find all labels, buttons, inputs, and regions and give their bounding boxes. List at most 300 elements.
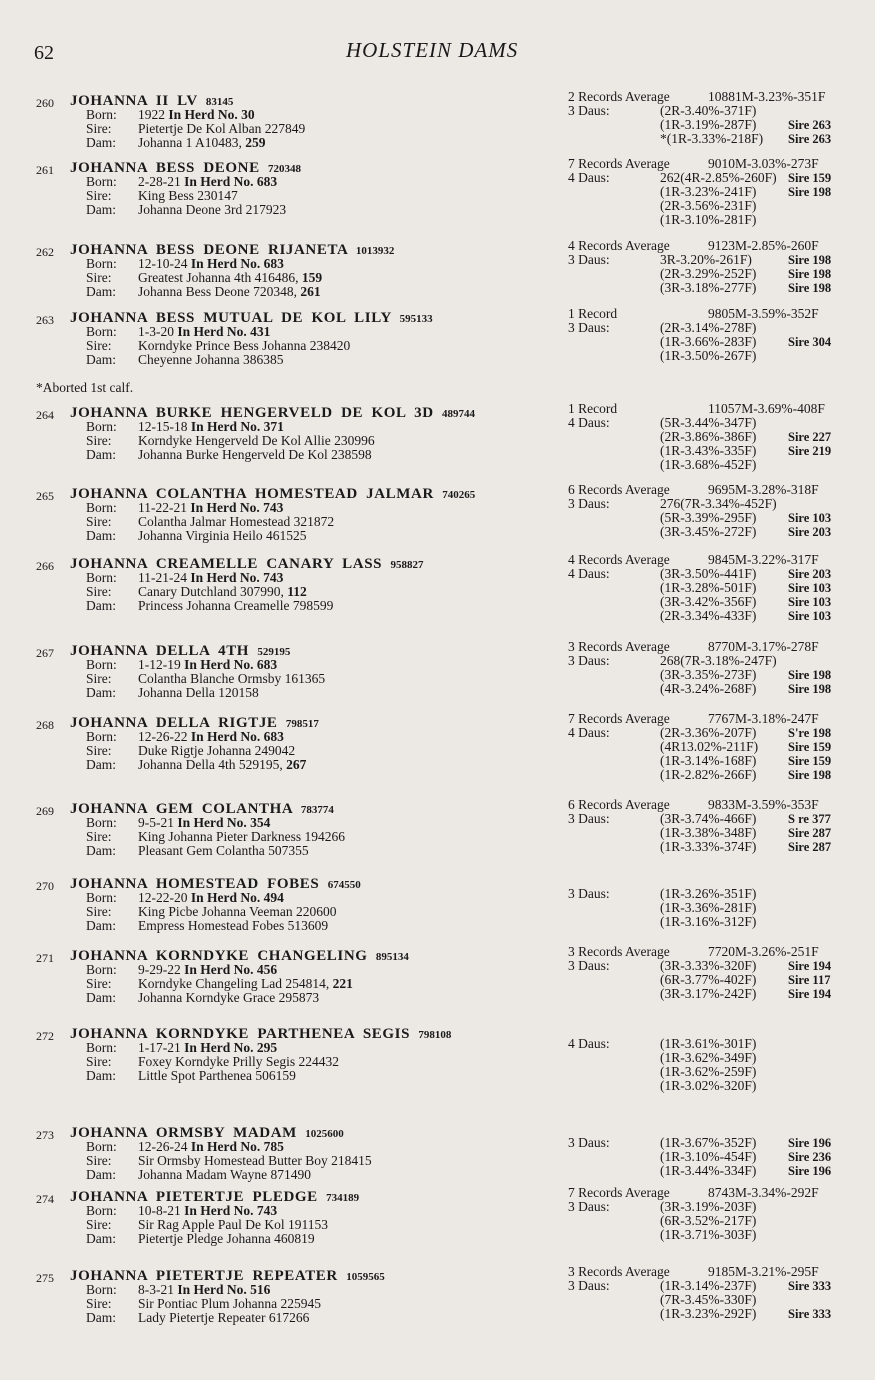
- dam-line: [86, 353, 283, 367]
- entry-number: 272: [36, 1029, 54, 1043]
- born-date: 1-3-20: [138, 324, 178, 339]
- entry-number: 266: [36, 559, 54, 573]
- daughter-record-value: (3R-3.35%-273F): [660, 667, 757, 682]
- sire-line: [86, 1154, 372, 1168]
- born-date: 1-12-19: [138, 657, 185, 672]
- entry-number: 269: [36, 804, 54, 818]
- herd-label: In Herd No.: [184, 1040, 257, 1055]
- born-line: [86, 571, 283, 585]
- registration-number: 734189: [326, 1192, 360, 1204]
- records-value: 9185M-3.21%-295F: [708, 1264, 819, 1279]
- sire-line: [86, 1218, 328, 1232]
- daughter-record-value: (1R-3.38%-348F): [660, 825, 757, 840]
- daughters-label: 4 Daus:: [568, 566, 610, 581]
- records-value: 9010M-3.03%-273F: [708, 156, 819, 171]
- daughter-record-value: (2R-3.36%-207F): [660, 725, 757, 740]
- daughter-sire: Sire 287: [788, 840, 832, 854]
- daughter-sire: Sire 198: [788, 253, 832, 267]
- sire-line: [86, 122, 305, 136]
- daughter-sire: Sire 194: [788, 959, 832, 973]
- daughter-record-value: (1R-3.10%-281F): [660, 212, 757, 227]
- cow-name: JOHANNA KORNDYKE CHANGELING 895134: [70, 948, 409, 964]
- cow-name: JOHANNA GEM COLANTHA 783774: [70, 801, 334, 817]
- sire-label: Sire:: [86, 270, 112, 285]
- registration-number: 489744: [442, 408, 476, 420]
- sire-label: Sire:: [86, 976, 112, 991]
- sire-label: Sire:: [86, 1054, 112, 1069]
- daughters-label: 4 Daus:: [568, 170, 610, 185]
- dam-name: Cheyenne Johanna 386385: [138, 352, 284, 367]
- born-line: [86, 1041, 277, 1055]
- herd-label: In Herd No.: [190, 500, 264, 515]
- dam-name: Princess Johanna Creamelle 798599: [138, 598, 334, 613]
- dam-label: Dam:: [86, 918, 116, 933]
- daughters-label: 3 Daus:: [568, 811, 610, 826]
- daughter-record-value: (1R-3.26%-351F): [660, 886, 757, 901]
- sire-line: [86, 1055, 339, 1069]
- dam-label: Dam:: [86, 1068, 116, 1083]
- daughter-sire: Sire 198: [788, 768, 832, 782]
- daughter-record-value: (1R-3.67%-352F): [660, 1135, 757, 1150]
- daughter-record-value: 276(7R-3.34%-452F): [660, 496, 777, 511]
- records-value: 9833M-3.59%-353F: [708, 797, 819, 812]
- cow-name: JOHANNA DELLA 4TH 529195: [70, 643, 291, 659]
- daughters-label: 3 Daus:: [568, 252, 610, 267]
- records-value: 9695M-3.28%-318F: [708, 482, 819, 497]
- herd-label: In Herd No.: [190, 890, 264, 905]
- records-label: 3 Records Average: [568, 944, 670, 959]
- daughters-label: 4 Daus:: [568, 415, 610, 430]
- records-value: 7767M-3.18%-247F: [708, 711, 819, 726]
- daughter-sire: Sire 103: [788, 581, 832, 595]
- daughter-record-value: (5R-3.39%-295F): [660, 510, 757, 525]
- registration-number: 529195: [257, 646, 291, 658]
- daughters-label: 3 Daus:: [568, 1135, 610, 1150]
- daughter-sire: Sire 117: [788, 973, 831, 987]
- daughter-sire: Sire 219: [788, 444, 832, 458]
- records-label: 2 Records Average: [568, 89, 670, 104]
- daughter-record-value: (1R-3.23%-292F): [660, 1306, 757, 1321]
- born-label: Born:: [86, 256, 117, 271]
- born-date: 1922: [138, 107, 169, 122]
- born-label: Born:: [86, 1282, 117, 1297]
- born-label: Born:: [86, 657, 117, 672]
- entry-number: 267: [36, 646, 54, 660]
- dam-label: Dam:: [86, 135, 116, 150]
- born-line: [86, 1204, 277, 1218]
- dam-ref: 259: [241, 135, 266, 150]
- daughter-record-value: (1R-3.14%-168F): [660, 753, 757, 768]
- dam-label: Dam:: [86, 447, 116, 462]
- born-date: 9-5-21: [138, 815, 178, 830]
- daughter-record-value: (1R-3.61%-301F): [660, 1036, 757, 1051]
- daughter-record-value: (3R-3.42%-356F): [660, 594, 757, 609]
- records-value: 9123M-2.85%-260F: [708, 238, 819, 253]
- born-label: Born:: [86, 324, 117, 339]
- cow-name: JOHANNA COLANTHA HOMESTEAD JALMAR 740265: [70, 486, 476, 502]
- born-date: 1-17-21: [138, 1040, 185, 1055]
- dam-name: Johanna Virginia Heilo 461525: [138, 528, 307, 543]
- born-label: Born:: [86, 962, 117, 977]
- page-number: 62: [34, 42, 54, 64]
- born-line: [86, 891, 284, 905]
- cow-name: JOHANNA BESS DEONE RIJANETA 1013932: [70, 242, 395, 258]
- herd-label: In Herd No.: [190, 419, 264, 434]
- born-line: [86, 108, 255, 122]
- dam-line: [86, 529, 307, 543]
- herd-number: 743: [263, 500, 284, 515]
- sire-ref: 159: [298, 270, 323, 285]
- cow-name: JOHANNA ORMSBY MADAM 1025600: [70, 1125, 344, 1141]
- sire-label: Sire:: [86, 671, 112, 686]
- sire-line: [86, 977, 353, 991]
- entry-number: 265: [36, 489, 54, 503]
- daughter-record-value: (1R-3.02%-320F): [660, 1078, 757, 1093]
- sire-name: King Bess 230147: [138, 188, 238, 203]
- daughters-label: 3 Daus:: [568, 653, 610, 668]
- sire-name: Pietertje De Kol Alban 227849: [138, 121, 306, 136]
- cow-name: JOHANNA BESS MUTUAL DE KOL LILY 595133: [70, 310, 433, 326]
- born-label: Born:: [86, 1139, 117, 1154]
- daughter-sire: Sire 159: [788, 171, 832, 185]
- dam-line: [86, 1311, 309, 1325]
- born-label: Born:: [86, 890, 117, 905]
- records-value: 7720M-3.26%-251F: [708, 944, 819, 959]
- born-line: [86, 325, 270, 339]
- dam-label: Dam:: [86, 685, 116, 700]
- sire-label: Sire:: [86, 1153, 112, 1168]
- sire-label: Sire:: [86, 121, 112, 136]
- born-line: [86, 1140, 284, 1154]
- cow-name: JOHANNA II LV 83145: [70, 93, 234, 109]
- daughter-sire: Sire 198: [788, 682, 832, 696]
- sire-name: Korndyke Changeling Lad 254814,: [138, 976, 330, 991]
- herd-number: 516: [250, 1282, 271, 1297]
- daughter-sire: Sire 333: [788, 1307, 832, 1321]
- registration-number: 1025600: [305, 1128, 344, 1140]
- herd-number: 456: [256, 962, 278, 977]
- born-date: 10-8-21: [138, 1203, 185, 1218]
- herd-label: In Herd No.: [177, 324, 251, 339]
- herd-label: In Herd No.: [190, 570, 264, 585]
- dam-line: [86, 1232, 315, 1246]
- dam-line: [86, 285, 321, 299]
- daughter-record-value: (1R-3.16%-312F): [660, 914, 757, 929]
- records-value: 8743M-3.34%-292F: [708, 1185, 819, 1200]
- herd-label: In Herd No.: [184, 174, 257, 189]
- cow-name: JOHANNA KORNDYKE PARTHENEA SEGIS 798108: [70, 1026, 452, 1042]
- dam-label: Dam:: [86, 284, 116, 299]
- sire-line: [86, 271, 322, 285]
- sire-line: [86, 434, 375, 448]
- dam-line: [86, 1168, 311, 1182]
- entry-number: 273: [36, 1128, 54, 1142]
- sire-label: Sire:: [86, 433, 112, 448]
- dam-line: [86, 844, 309, 858]
- born-line: [86, 816, 270, 830]
- born-line: [86, 1283, 270, 1297]
- dam-label: Dam:: [86, 1167, 116, 1182]
- dam-label: Dam:: [86, 598, 116, 613]
- daughter-sire: Sire 103: [788, 609, 832, 623]
- herd-label: In Herd No.: [177, 815, 251, 830]
- daughter-record-value: (1R-3.19%-287F): [660, 117, 757, 132]
- daughter-sire: Sire 198: [788, 185, 832, 199]
- daughter-record-value: (6R-3.52%-217F): [660, 1213, 757, 1228]
- born-date: 11-22-21: [138, 500, 191, 515]
- sire-line: [86, 905, 336, 919]
- daughter-sire: Sire 263: [788, 132, 832, 146]
- dam-label: Dam:: [86, 757, 116, 772]
- records-value: 9805M-3.59%-352F: [708, 306, 819, 321]
- entry-number: 275: [36, 1271, 54, 1285]
- sire-name: King Johanna Pieter Darkness 194266: [138, 829, 345, 844]
- daughters-label: 4 Daus:: [568, 725, 610, 740]
- dam-label: Dam:: [86, 202, 116, 217]
- herd-label: In Herd No.: [184, 962, 257, 977]
- born-line: [86, 420, 284, 434]
- born-label: Born:: [86, 1040, 117, 1055]
- daughter-sire: Sire 198: [788, 281, 832, 295]
- dam-line: [86, 448, 372, 462]
- dam-label: Dam:: [86, 1231, 116, 1246]
- dam-ref: 267: [282, 757, 307, 772]
- daughter-record-value: (1R-3.50%-267F): [660, 348, 757, 363]
- daughter-sire: Sire 196: [788, 1164, 832, 1178]
- daughters-label: 3 Daus:: [568, 958, 610, 973]
- born-date: 8-3-21: [138, 1282, 178, 1297]
- daughter-record-value: (3R-3.45%-272F): [660, 524, 757, 539]
- born-label: Born:: [86, 419, 117, 434]
- herd-label: In Herd No.: [190, 256, 264, 271]
- daughter-record-value: (1R-3.28%-501F): [660, 580, 757, 595]
- sire-label: Sire:: [86, 904, 112, 919]
- daughter-record-value: (1R-3.62%-349F): [660, 1050, 757, 1065]
- born-line: [86, 501, 283, 515]
- page-title: HOLSTEIN DAMS: [346, 38, 519, 62]
- dam-label: Dam:: [86, 843, 116, 858]
- born-label: Born:: [86, 815, 117, 830]
- dam-name: Johanna Della 4th 529195,: [138, 757, 283, 772]
- daughter-record-value: (2R-3.86%-386F): [660, 429, 757, 444]
- sire-name: Canary Dutchland 307990,: [138, 584, 284, 599]
- born-line: [86, 175, 277, 189]
- entry-number: 270: [36, 879, 54, 893]
- records-label: 4 Records Average: [568, 552, 670, 567]
- herd-label: In Herd No.: [184, 1203, 257, 1218]
- entry-number: 262: [36, 245, 54, 259]
- daughter-record-value: (1R-3.10%-454F): [660, 1149, 757, 1164]
- herd-number: 743: [256, 1203, 278, 1218]
- daughters-label: 3 Daus:: [568, 1278, 610, 1293]
- sire-label: Sire:: [86, 1296, 112, 1311]
- herd-label: In Herd No.: [190, 729, 264, 744]
- sire-name: Sir Rag Apple Paul De Kol 191153: [138, 1217, 328, 1232]
- born-date: 12-15-18: [138, 419, 191, 434]
- dam-line: [86, 599, 333, 613]
- daughter-sire: Sire 263: [788, 118, 832, 132]
- sire-name: Korndyke Hengerveld De Kol Allie 230996: [138, 433, 375, 448]
- daughter-record-value: (2R-3.29%-252F): [660, 266, 757, 281]
- daughter-sire: Sire 333: [788, 1279, 832, 1293]
- registration-number: 740265: [442, 489, 476, 501]
- daughters-label: 4 Daus:: [568, 1036, 610, 1051]
- daughter-sire: Sire 203: [788, 525, 832, 539]
- registration-number: 595133: [399, 313, 433, 325]
- dam-ref: 261: [296, 284, 321, 299]
- born-line: [86, 257, 284, 271]
- sire-line: [86, 1297, 321, 1311]
- born-date: 12-10-24: [138, 256, 191, 271]
- registration-number: 958827: [390, 559, 424, 571]
- registration-number: 720348: [268, 163, 302, 175]
- daughter-record-value: (4R13.02%-211F): [660, 739, 759, 754]
- dam-name: Johanna Korndyke Grace 295873: [138, 990, 320, 1005]
- registration-number: 783774: [300, 804, 334, 816]
- daughter-record-value: (2R-3.56%-231F): [660, 198, 757, 213]
- sire-name: Colantha Blanche Ormsby 161365: [138, 671, 326, 686]
- registration-number: 674550: [327, 879, 361, 891]
- born-label: Born:: [86, 570, 117, 585]
- sire-name: Greatest Johanna 4th 416486,: [138, 270, 299, 285]
- herd-label: In Herd No.: [168, 107, 242, 122]
- dam-name: Pietertje Pledge Johanna 460819: [138, 1231, 315, 1246]
- footnote: *Aborted 1st calf.: [36, 380, 134, 395]
- dam-name: Little Spot Parthenea 506159: [138, 1068, 296, 1083]
- daughter-sire: Sire 287: [788, 826, 832, 840]
- daughter-sire: Sire 103: [788, 511, 832, 525]
- records-value: 11057M-3.69%-408F: [708, 401, 825, 416]
- entry-number: 264: [36, 408, 54, 422]
- dam-name: Johanna Burke Hengerveld De Kol 238598: [138, 447, 372, 462]
- cow-name: JOHANNA BESS DEONE 720348: [70, 160, 302, 176]
- daughter-record-value: (1R-3.44%-334F): [660, 1163, 757, 1178]
- daughter-sire: Sire 198: [788, 267, 832, 281]
- herd-number: 431: [250, 324, 271, 339]
- sire-line: [86, 339, 350, 353]
- daughter-sire: Sire 196: [788, 1136, 832, 1150]
- daughter-sire: Sire 103: [788, 595, 832, 609]
- born-label: Born:: [86, 1203, 117, 1218]
- sire-line: [86, 515, 334, 529]
- sire-name: Korndyke Prince Bess Johanna 238420: [138, 338, 351, 353]
- dam-name: Johanna Della 120158: [138, 685, 259, 700]
- daughter-sire: Sire 236: [788, 1150, 832, 1164]
- daughter-record-value: 3R-3.20%-261F): [660, 252, 752, 267]
- registration-number: 798108: [418, 1029, 452, 1041]
- dam-line: [86, 991, 319, 1005]
- entry-number: 260: [36, 96, 54, 110]
- daughter-record-value: (2R-3.34%-433F): [660, 608, 757, 623]
- cow-name: JOHANNA PIETERTJE PLEDGE 734189: [70, 1189, 360, 1205]
- herd-label: In Herd No.: [184, 657, 257, 672]
- records-value: 10881M-3.23%-351F: [708, 89, 826, 104]
- daughter-record-value: 268(7R-3.18%-247F): [660, 653, 777, 668]
- born-date: 12-26-22: [138, 729, 191, 744]
- entry-number: 261: [36, 163, 54, 177]
- records-label: 6 Records Average: [568, 797, 670, 812]
- records-label: 6 Records Average: [568, 482, 670, 497]
- dam-line: [86, 1069, 296, 1083]
- records-label: 7 Records Average: [568, 156, 670, 171]
- sire-ref: 112: [283, 584, 307, 599]
- herd-number: 295: [256, 1040, 278, 1055]
- sire-ref: 221: [329, 976, 353, 991]
- cow-name: JOHANNA BURKE HENGERVELD DE KOL 3D 489744: [70, 405, 476, 421]
- daughter-record-value: (1R-3.71%-303F): [660, 1227, 757, 1242]
- born-date: 12-22-20: [138, 890, 191, 905]
- cow-name: JOHANNA HOMESTEAD FOBES 674550: [70, 876, 361, 892]
- daughter-record-value: (3R-3.17%-242F): [660, 986, 757, 1001]
- daughters-label: 3 Daus:: [568, 496, 610, 511]
- daughter-record-value: (6R-3.77%-402F): [660, 972, 757, 987]
- daughter-sire: Sire 159: [788, 740, 832, 754]
- daughter-record-value: *(1R-3.33%-218F): [660, 131, 764, 146]
- dam-name: Johanna Deone 3rd 217923: [138, 202, 287, 217]
- daughters-label: 3 Daus:: [568, 103, 610, 118]
- daughter-sire: Sire 159: [788, 754, 832, 768]
- registration-number: 83145: [205, 96, 234, 108]
- cow-name: JOHANNA PIETERTJE REPEATER 1059565: [70, 1268, 385, 1284]
- sire-label: Sire:: [86, 338, 112, 353]
- born-date: 9-29-22: [138, 962, 185, 977]
- daughter-record-value: (1R-3.36%-281F): [660, 900, 757, 915]
- herd-number: 683: [256, 657, 278, 672]
- born-date: 2-28-21: [138, 174, 185, 189]
- born-date: 11-21-24: [138, 570, 191, 585]
- dam-name: Johanna 1 A10483,: [138, 135, 242, 150]
- herd-number: 683: [263, 256, 284, 271]
- dam-line: [86, 136, 266, 150]
- daughter-record-value: (1R-3.68%-452F): [660, 457, 757, 472]
- sire-line: [86, 744, 295, 758]
- daughter-record-value: (7R-3.45%-330F): [660, 1292, 757, 1307]
- records-value: 8770M-3.17%-278F: [708, 639, 819, 654]
- records-label: 7 Records Average: [568, 711, 670, 726]
- sire-label: Sire:: [86, 743, 112, 758]
- dam-label: Dam:: [86, 990, 116, 1005]
- daughter-sire: Sire 227: [788, 430, 832, 444]
- daughter-record-value: (1R-2.82%-266F): [660, 767, 757, 782]
- dam-label: Dam:: [86, 1310, 116, 1325]
- daughter-sire: Sire 198: [788, 668, 832, 682]
- dam-name: Lady Pietertje Repeater 617266: [138, 1310, 310, 1325]
- records-label: 3 Records Average: [568, 639, 670, 654]
- daughter-record-value: (3R-3.33%-320F): [660, 958, 757, 973]
- daughters-label: 3 Daus:: [568, 320, 610, 335]
- dam-label: Dam:: [86, 528, 116, 543]
- born-line: [86, 730, 284, 744]
- sire-line: [86, 585, 307, 599]
- entry-number: 271: [36, 951, 54, 965]
- sire-name: Foxey Korndyke Prilly Segis 224432: [138, 1054, 339, 1069]
- daughter-sire: S re 377: [788, 812, 831, 826]
- registration-number: 895134: [375, 951, 409, 963]
- born-label: Born:: [86, 174, 117, 189]
- sire-label: Sire:: [86, 1217, 112, 1232]
- daughter-record-value: (2R-3.40%-371F): [660, 103, 757, 118]
- daughter-sire: Sire 304: [788, 335, 832, 349]
- dam-label: Dam:: [86, 352, 116, 367]
- records-label: 4 Records Average: [568, 238, 670, 253]
- sire-line: [86, 672, 325, 686]
- daughter-record-value: (2R-3.14%-278F): [660, 320, 757, 335]
- dam-name: Johanna Madam Wayne 871490: [138, 1167, 312, 1182]
- born-date: 12-26-24: [138, 1139, 191, 1154]
- born-label: Born:: [86, 500, 117, 515]
- dam-line: [86, 758, 306, 772]
- dam-line: [86, 919, 328, 933]
